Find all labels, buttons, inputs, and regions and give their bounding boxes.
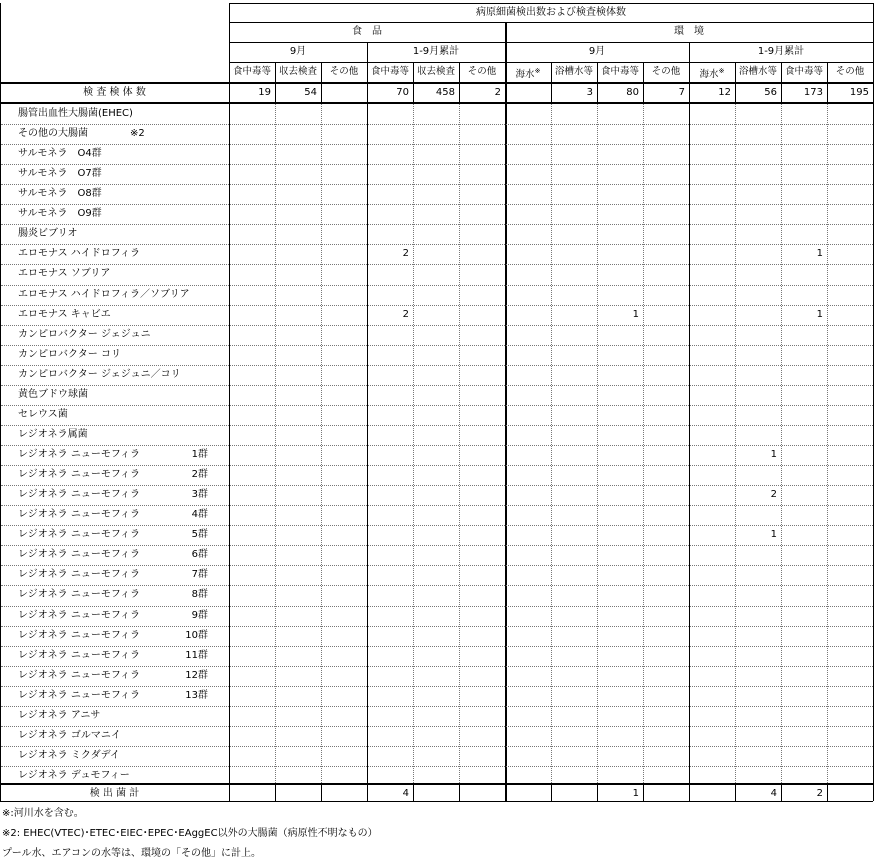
bacteria-name: レジオネラ ニューモフィラ <box>18 449 141 460</box>
row-divider <box>1 124 873 125</box>
row-divider <box>1 164 873 165</box>
bacteria-name: エロモナス ハイドロフィラ／ソブリア <box>18 289 190 300</box>
serogroup-label: 5群 <box>191 529 208 540</box>
header-top-border <box>229 3 873 4</box>
column-header: その他 <box>651 66 681 77</box>
header-line <box>229 22 873 23</box>
column-header: 食中毒等 <box>370 66 409 77</box>
row-divider <box>1 144 873 145</box>
column-header: 食中毒等 <box>600 66 639 77</box>
specimen-row-border <box>0 102 873 104</box>
table-cell: 1 <box>632 309 639 320</box>
row-divider <box>1 345 873 346</box>
column-divider <box>735 104 736 783</box>
column-header: 収去検査 <box>416 66 455 77</box>
bacteria-name: レジオネラ ニューモフィラ <box>18 489 141 500</box>
bacteria-name: レジオネラ ニューモフィラ <box>18 630 141 641</box>
row-divider <box>1 565 873 566</box>
bacteria-name: 腸炎ビブリオ <box>18 228 78 239</box>
bacteria-name: レジオネラ ニューモフィラ <box>18 569 141 580</box>
bacteria-name: レジオネラ ニューモフィラ <box>18 509 141 520</box>
serogroup-label: 1群 <box>191 449 208 460</box>
bacteria-name: 腸管出血性大腸菌(EHEC) <box>18 108 133 119</box>
bacteria-name: セレウス菌 <box>18 409 68 420</box>
table-title: 病原細菌検出数および検査検体数 <box>476 7 626 18</box>
bacteria-name: カンピロバクター ジェジュニ／コリ <box>18 369 181 380</box>
bacteria-name: エロモナス ソブリア <box>18 268 111 279</box>
column-divider <box>643 104 644 783</box>
bacteria-name: レジオネラ ニューモフィラ <box>18 469 141 480</box>
total-row-border <box>0 783 873 785</box>
table-cell: 1 <box>816 248 823 259</box>
row-divider <box>1 746 873 747</box>
table-right-border <box>873 3 874 801</box>
specimen-count-cell: 56 <box>764 87 777 98</box>
bacteria-name: レジオネラ ニューモフィラ <box>18 589 141 600</box>
footnote-other-ecoli: ※2: EHEC(VTEC)･ETEC･EIEC･EPEC･EAggEC以外の大腸菌（病原性不明なもの） <box>2 828 378 839</box>
bacteria-name: 黄色ブドウ球菌 <box>18 389 88 400</box>
row-divider <box>1 204 873 205</box>
bacteria-name: レジオネラ属菌 <box>18 429 88 440</box>
bacteria-name: レジオネラ ニューモフィラ <box>18 650 141 661</box>
specimen-count-cell: 2 <box>494 87 501 98</box>
specimen-count-cell: 54 <box>304 87 317 98</box>
column-line <box>643 783 644 801</box>
column-divider <box>459 104 460 783</box>
column-line <box>459 783 460 801</box>
table-bottom-border <box>0 801 873 802</box>
specimen-count-cell: 7 <box>678 87 685 98</box>
serogroup-label: 2群 <box>191 469 208 480</box>
column-line <box>321 783 322 801</box>
bacteria-name: レジオネラ ニューモフィラ <box>18 610 141 621</box>
table-cell: 2 <box>770 489 777 500</box>
row-divider <box>1 525 873 526</box>
column-header: その他 <box>835 66 865 77</box>
column-header: その他 <box>467 66 497 77</box>
row-divider <box>1 264 873 265</box>
serogroup-label: 6群 <box>191 549 208 560</box>
serogroup-label: 12群 <box>185 670 208 681</box>
column-header: 浴槽水等 <box>738 66 777 77</box>
serogroup-label: 13群 <box>185 690 208 701</box>
group-food-label: 食 品 <box>352 26 382 37</box>
serogroup-label: 3群 <box>191 489 208 500</box>
group-environment-label: 環 境 <box>674 26 704 37</box>
bacteria-name: レジオネラ ニューモフィラ <box>18 529 141 540</box>
column-header: 海水※ <box>515 67 541 80</box>
row-divider <box>1 545 873 546</box>
bacteria-name: カンピロバクター ジェジュニ <box>18 329 151 340</box>
group-separator <box>505 22 507 801</box>
serogroup-label: 7群 <box>191 569 208 580</box>
specimen-count-cell: 458 <box>435 87 455 98</box>
column-header: 浴槽水等 <box>554 66 593 77</box>
total-detected-cell: 1 <box>632 788 639 799</box>
row-divider <box>1 585 873 586</box>
column-header-mark: ※ <box>534 67 541 75</box>
row-divider <box>1 606 873 607</box>
row-divider <box>1 425 873 426</box>
row-divider <box>1 485 873 486</box>
bacteria-name: サルモネラ O7群 <box>18 168 102 179</box>
subgroup-food-month: 9月 <box>289 46 307 57</box>
total-detected-cell: 2 <box>816 788 823 799</box>
row-divider <box>1 385 873 386</box>
row-divider <box>1 626 873 627</box>
subgroup-food-cumulative: 1-9月累計 <box>412 46 460 57</box>
total-detected-label: 検 出 菌 計 <box>89 788 140 799</box>
bacteria-name: レジオネラ ニューモフィラ <box>18 549 141 560</box>
bacteria-name: その他の大腸菌 <box>18 128 88 139</box>
row-divider <box>1 505 873 506</box>
specimen-count-label: 検 査 検 体 数 <box>83 87 146 98</box>
row-divider <box>1 726 873 727</box>
column-divider <box>413 104 414 783</box>
bacteria-name: レジオネラ ミクダデイ <box>18 750 120 761</box>
specimen-count-cell: 19 <box>258 87 271 98</box>
bacteria-name: エロモナス キャビエ <box>18 309 111 320</box>
column-divider <box>551 104 552 783</box>
specimen-count-cell: 3 <box>586 87 593 98</box>
column-line <box>551 783 552 801</box>
row-divider <box>1 285 873 286</box>
subgroup-env-cumulative: 1-9月累計 <box>757 46 805 57</box>
row-divider <box>1 766 873 767</box>
specimen-count-cell: 12 <box>718 87 731 98</box>
bacteria-name: レジオネラ アニサ <box>18 710 101 721</box>
bacteria-name: レジオネラ ニューモフィラ <box>18 690 141 701</box>
row-divider <box>1 184 873 185</box>
column-divider <box>321 104 322 783</box>
column-divider <box>781 104 782 783</box>
column-divider <box>275 104 276 783</box>
bacteria-name: レジオネラ ゴルマニイ <box>18 730 121 741</box>
row-divider <box>1 465 873 466</box>
specimen-count-cell: 173 <box>803 87 823 98</box>
bacteria-name: レジオネラ ニューモフィラ <box>18 670 141 681</box>
row-divider <box>1 305 873 306</box>
bacteria-name: サルモネラ O9群 <box>18 208 102 219</box>
row-divider <box>1 405 873 406</box>
serogroup-label: 8群 <box>191 589 208 600</box>
column-header: 海水※ <box>699 67 725 80</box>
bacteria-name: サルモネラ O4群 <box>18 148 102 159</box>
column-divider <box>597 104 598 783</box>
serogroup-label: 11群 <box>185 650 208 661</box>
row-divider <box>1 706 873 707</box>
footnote-pool-water: プール水、エアコンの水等は、環境の「その他」に計上。 <box>2 848 261 859</box>
column-header: 収去検査 <box>278 66 317 77</box>
bacteria-name: サルモネラ O8群 <box>18 188 102 199</box>
serogroup-label: 4群 <box>191 509 208 520</box>
column-divider <box>827 104 828 783</box>
bacteria-name: エロモナス ハイドロフィラ <box>18 248 140 259</box>
column-header: その他 <box>329 66 359 77</box>
column-header: 食中毒等 <box>784 66 823 77</box>
table-cell: 1 <box>770 449 777 460</box>
column-line <box>275 783 276 801</box>
subgroup-separator <box>689 42 690 801</box>
serogroup-label: 9群 <box>191 610 208 621</box>
table-cell: 1 <box>816 309 823 320</box>
column-line <box>827 783 828 801</box>
column-header-mark: ※ <box>718 67 725 75</box>
header-bottom-border <box>0 82 873 84</box>
column-line <box>413 783 414 801</box>
total-detected-cell: 4 <box>402 788 409 799</box>
bacteria-name: レジオネラ デュモフィー <box>18 770 130 781</box>
table-cell: 2 <box>402 309 409 320</box>
footnote-mark: ※2 <box>130 128 145 139</box>
subgroup-separator <box>367 42 368 801</box>
specimen-count-cell: 80 <box>626 87 639 98</box>
table-cell: 1 <box>770 529 777 540</box>
specimen-count-cell: 70 <box>396 87 409 98</box>
specimen-count-cell: 195 <box>849 87 869 98</box>
row-divider <box>1 646 873 647</box>
column-header: 食中毒等 <box>232 66 271 77</box>
subgroup-env-month: 9月 <box>588 46 606 57</box>
row-divider <box>1 445 873 446</box>
table-left-border <box>0 3 1 801</box>
row-divider <box>1 365 873 366</box>
label-column-border <box>229 3 230 801</box>
row-divider <box>1 686 873 687</box>
header-line <box>229 42 873 43</box>
table-cell: 2 <box>402 248 409 259</box>
row-divider <box>1 244 873 245</box>
bacteria-name: カンピロバクター コリ <box>18 349 121 360</box>
serogroup-label: 10群 <box>185 630 208 641</box>
row-divider <box>1 666 873 667</box>
row-divider <box>1 325 873 326</box>
footnote-river-water: ※:河川水を含む。 <box>2 808 84 819</box>
total-detected-cell: 4 <box>770 788 777 799</box>
row-divider <box>1 224 873 225</box>
